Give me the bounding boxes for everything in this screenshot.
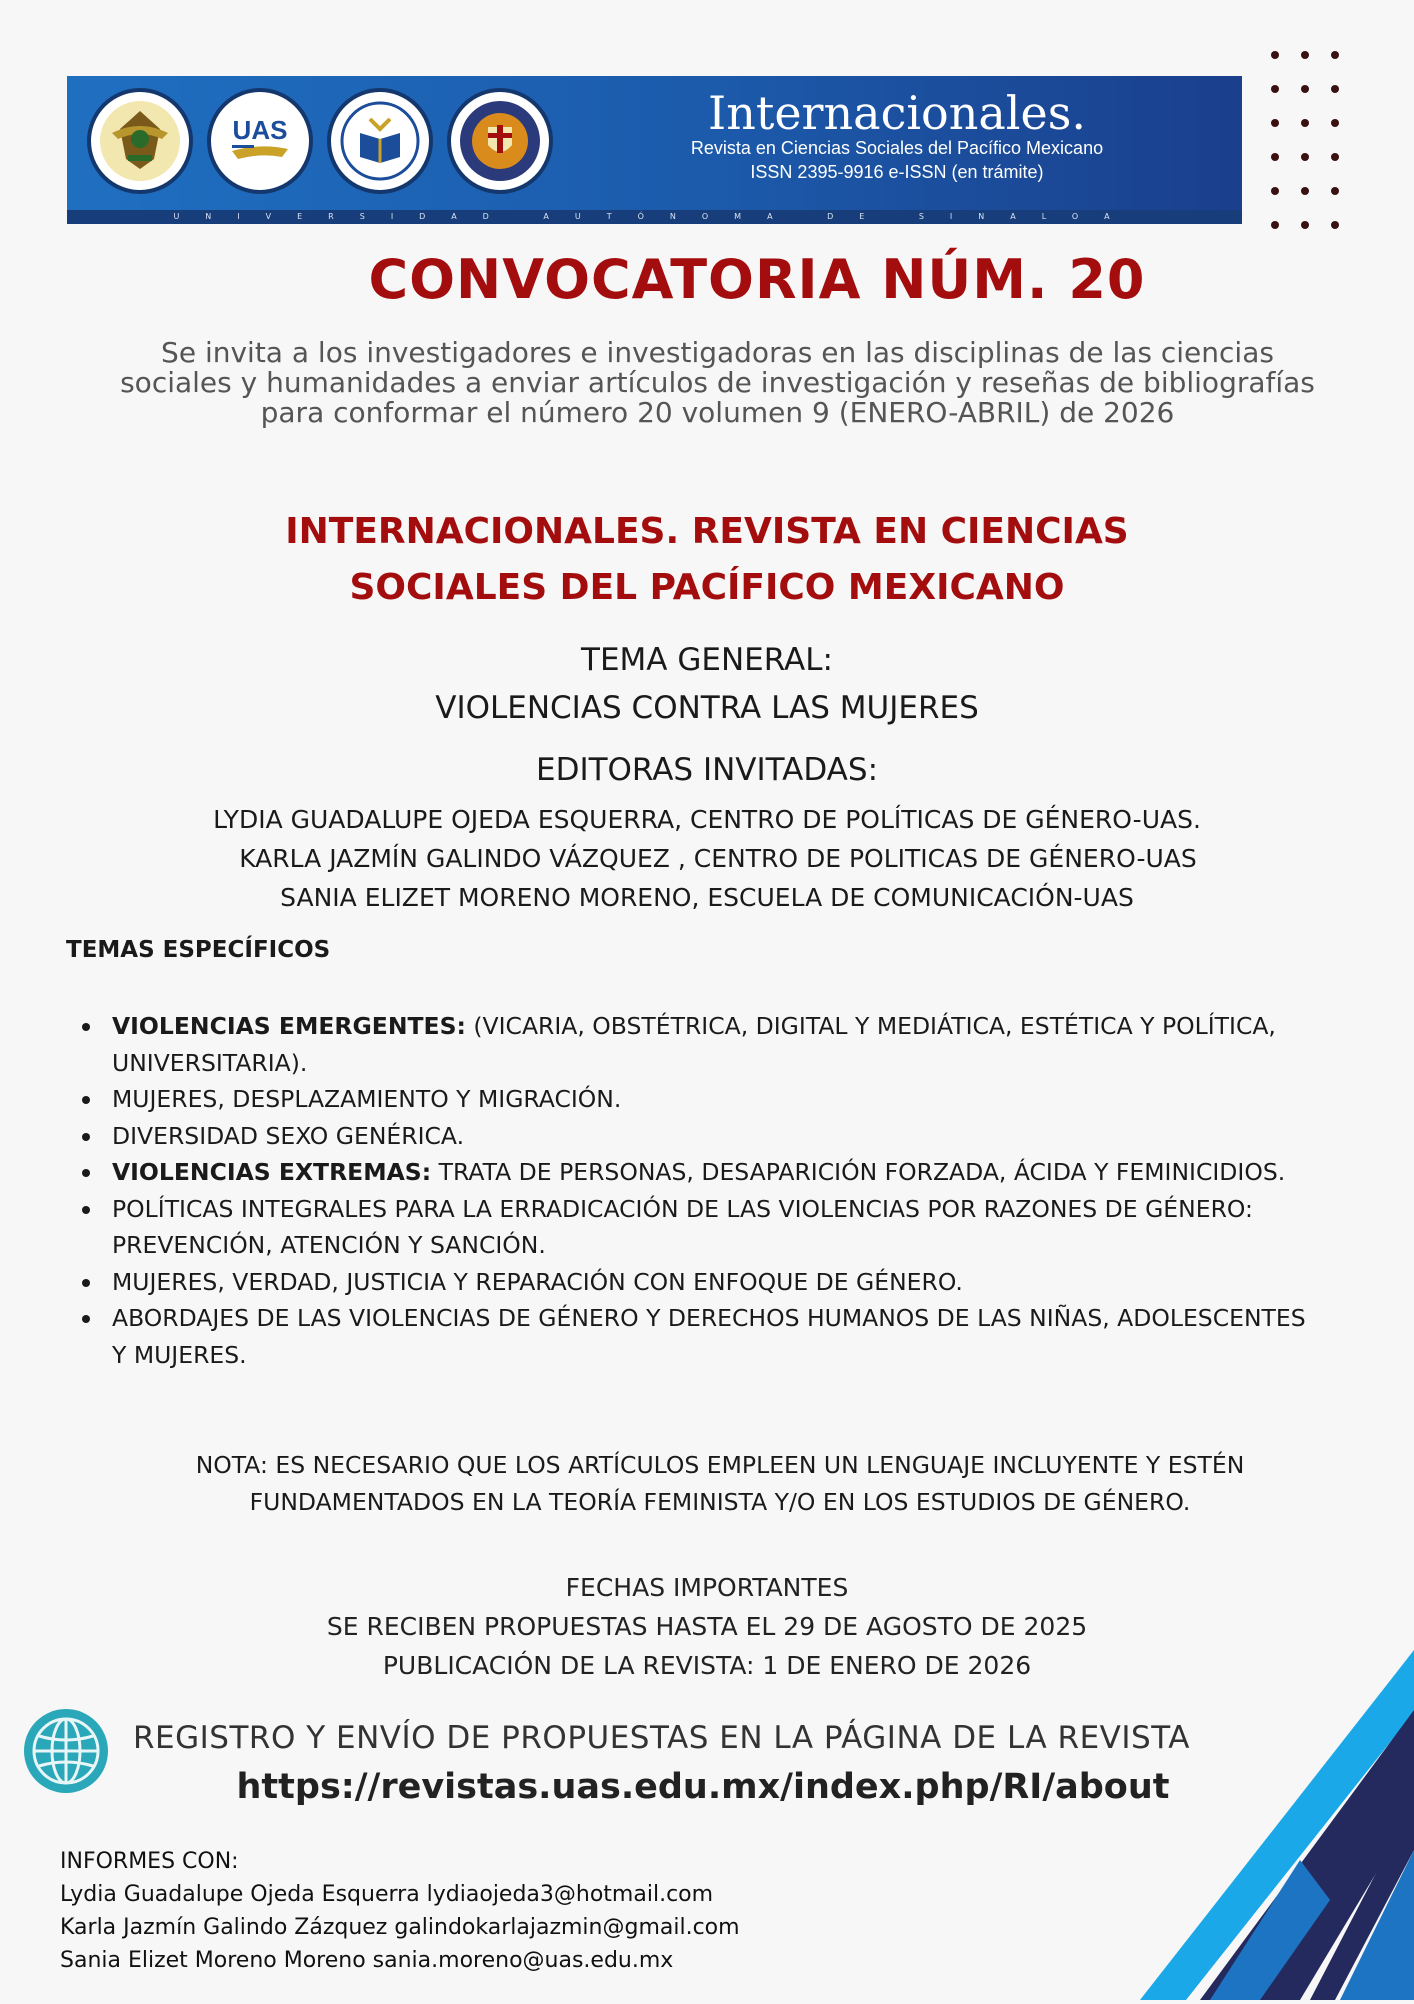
tema-general-label: TEMA GENERAL: [581, 642, 833, 678]
list-item-text: MUJERES, DESPLAZAMIENTO Y MIGRACIÓN. [112, 1085, 622, 1113]
list-item [112, 1264, 1306, 1301]
dot-grid-icon [1270, 50, 1340, 240]
revista-title-line2: SOCIALES DEL PACÍFICO MEXICANO [349, 567, 1065, 608]
list-item [112, 1081, 1306, 1118]
journal-subtitle: Revista en Ciencias Sociales del Pacífico Mexicano [690, 138, 1104, 158]
list-item-text: ABORDAJES DE LAS VIOLENCIAS DE GÉNERO Y DERECHOS HUMANOS DE LAS NIÑAS, ADOLESCENTES Y MUJERES. [112, 1304, 1306, 1369]
crest-logo-icon [87, 88, 193, 194]
tema-general [0, 636, 1414, 732]
list-item [112, 1154, 1306, 1191]
nota-line2: FUNDAMENTADOS EN LA TEORÍA FEMINISTA Y/O EN LOS ESTUDIOS DE GÉNERO. [249, 1488, 1191, 1516]
list-item-text: POLÍTICAS INTEGRALES PARA LA ERRADICACIÓN DE LAS VIOLENCIAS POR RAZONES DE GÉNERO: PREVENCIÓN, ATENCIÓN Y SANCIÓN. [112, 1194, 1253, 1259]
contact-item: Karla Jazmín Galindo Zázquez galindokarlajazmin@gmail.com [60, 1915, 740, 1940]
revista-title-line1: INTERNACIONALES. REVISTA EN CIENCIAS [285, 511, 1129, 552]
editoras-heading: EDITORAS INVITADAS: [535, 752, 879, 788]
convocatoria-title: CONVOCATORIA NÚM. 20 [368, 248, 1146, 311]
editora-item: KARLA JAZMÍN GALINDO VÁZQUEZ , CENTRO DE POLITICAS DE GÉNERO-UAS [239, 844, 1197, 873]
temas-list [66, 1008, 1306, 1373]
fecha-recepcion: SE RECIBEN PROPUESTAS HASTA EL 29 DE AGOSTO DE 2025 [326, 1612, 1088, 1641]
revista-title [0, 504, 1414, 616]
list-item [112, 1191, 1306, 1264]
nota-line1: NOTA: ES NECESARIO QUE LOS ARTÍCULOS EMPLEEN UN LENGUAJE INCLUYENTE Y ESTÉN [195, 1451, 1245, 1479]
header-banner [67, 76, 1242, 224]
list-item [112, 1008, 1306, 1081]
informes [60, 1845, 740, 1977]
uas-logo-icon [207, 88, 313, 194]
intro-text: Se invita a los investigadores e investigadoras en las disciplinas de las ciencias sociales y humanidades a enviar artículos de investigación y reseñas de bibliografías para conformar el número 20 volumen 9 (ENERO-ABRIL) de 2026 [120, 336, 1315, 429]
journal-url-link[interactable]: https://revistas.uas.edu.mx/index.php/RI/about [236, 1767, 1170, 1807]
university-strip: UNIVERSIDAD AUTÓNOMA DE SINALOA [67, 210, 1242, 224]
nota [100, 1447, 1340, 1521]
svg-text:UAS: UAS [232, 115, 288, 145]
list-item [112, 1118, 1306, 1155]
editoras-list [0, 800, 1414, 917]
registro-text: REGISTRO Y ENVÍO DE PROPUESTAS EN LA PÁGINA DE LA REVISTA [133, 1720, 1190, 1756]
list-item-text: MUJERES, VERDAD, JUSTICIA Y REPARACIÓN CON ENFOQUE DE GÉNERO. [112, 1267, 963, 1296]
list-item-text: DIVERSIDAD SEXO GENÉRICA. [112, 1121, 465, 1150]
list-item [112, 1300, 1306, 1373]
list-item-text: TRATA DE PERSONAS, DESAPARICIÓN FORZADA, ÁCIDA Y FEMINICIDIOS. [431, 1158, 1286, 1186]
corner-stripes-icon [1100, 1650, 1414, 2000]
list-item-bold: VIOLENCIAS EMERGENTES: [112, 1012, 466, 1040]
list-item-bold: VIOLENCIAS EXTREMAS: [112, 1158, 432, 1186]
journal-title: Internacionales. [708, 86, 1086, 140]
fecha-publicacion: PUBLICACIÓN DE LA REVISTA: 1 DE ENERO DE 2026 [382, 1651, 1032, 1680]
contact-item: Sania Elizet Moreno Moreno sania.moreno@uas.edu.mx [60, 1948, 674, 1973]
tema-general-value: VIOLENCIAS CONTRA LAS MUJERES [435, 690, 979, 726]
shield-logo-icon [447, 88, 553, 194]
journal-issn: ISSN 2395-9916 e-ISSN (en trámite) [750, 162, 1044, 182]
editora-item: SANIA ELIZET MORENO MORENO, ESCUELA DE COMUNICACIÓN-UAS [280, 883, 1134, 912]
list-item-text: (VICARIA, OBSTÉTRICA, DIGITAL Y MEDIÁTICA, ESTÉTICA Y POLÍTICA, UNIVERSITARIA). [112, 1012, 1276, 1077]
informes-heading: INFORMES CON: [60, 1849, 239, 1874]
temas-heading: TEMAS ESPECÍFICOS [66, 937, 331, 963]
editora-item: LYDIA GUADALUPE OJEDA ESQUERRA, CENTRO DE POLÍTICAS DE GÉNERO-UAS. [213, 805, 1201, 834]
book-logo-icon [327, 88, 433, 194]
globe-icon [23, 1708, 109, 1794]
fechas-heading: FECHAS IMPORTANTES [565, 1573, 849, 1602]
contact-item: Lydia Guadalupe Ojeda Esquerra lydiaojeda3@hotmail.com [60, 1882, 714, 1907]
